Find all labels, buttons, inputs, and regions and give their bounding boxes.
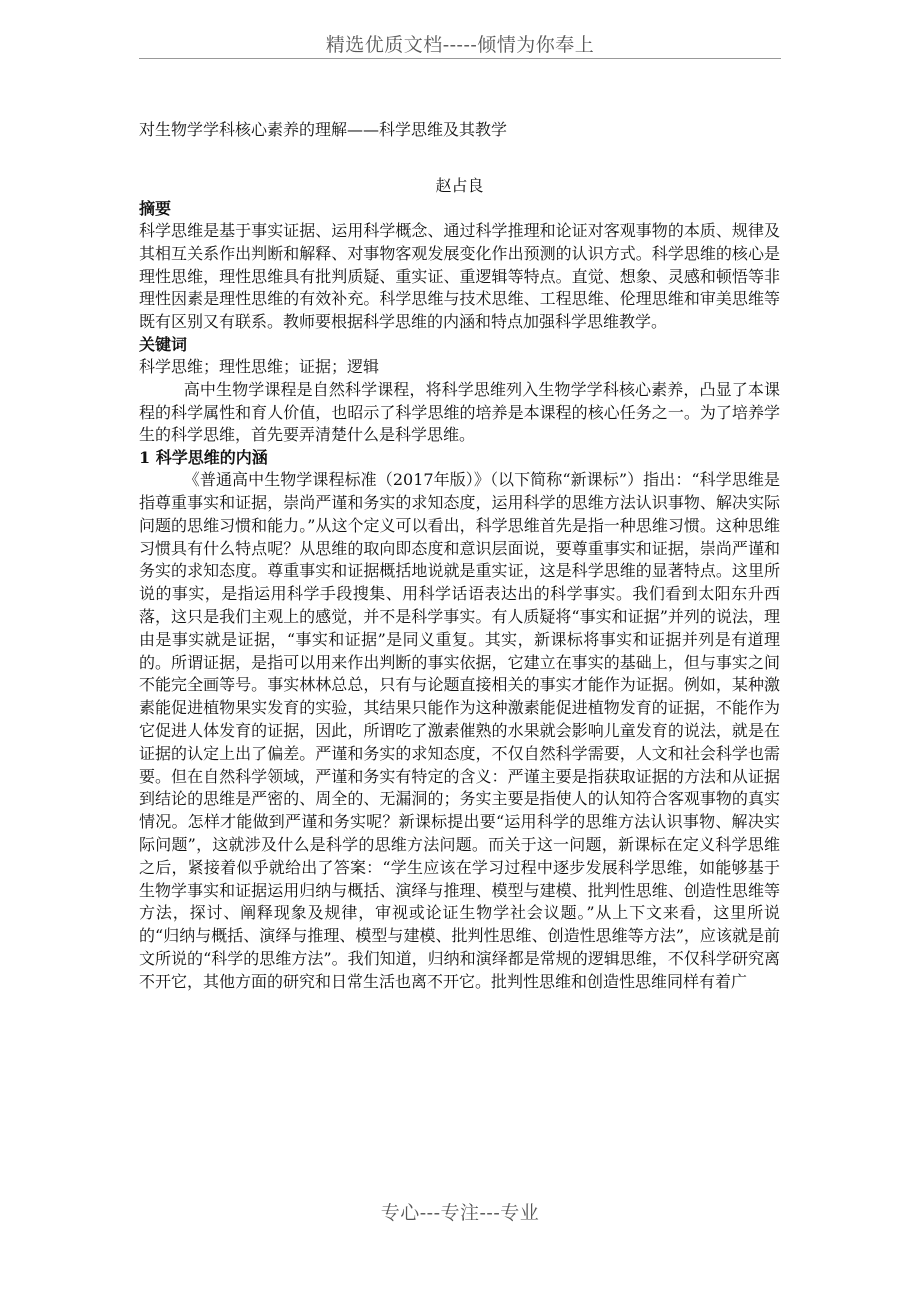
keywords-text: 科学思维；理性思维；证据；逻辑 — [139, 356, 380, 376]
keywords-heading: 关键词 — [139, 334, 188, 354]
abstract-text: 科学思维是基于事实证据、运用科学概念、通过科学推理和论证对客观事物的本质、规律及其相互关系作出判断和解释、对事物客观发展变化作出预测的认识方式。科学思维的核心是理性思维，理性思维具有批判质疑、重实证、重逻辑等特点。直觉、想象、灵感和顿悟等非理性因素是理性思维的有效补充。科学思维与技术思维、工程思维、伦理思维和审美思维等既有区别又有联系。教师要根据科学思维的内涵和特点加强科学思维教学。 — [139, 221, 780, 332]
page-footer: 专心---专注---专业 — [380, 1202, 540, 1224]
header-divider — [139, 58, 781, 59]
page-header: 精选优质文档-----倾情为你奉上 — [325, 34, 595, 56]
section-1-paragraph: 《普通高中生物学课程标准（2017年版）》（以下简称“新课标”）指出：“科学思维是指尊重事实和证据，崇尚严谨和务实的求知态度，运用科学的思维方法认识事物、解决实际问题的思维习惯和能力。”从这个定义可以看出，科学思维首先是指一种思维习惯。这种思维习惯具有什么特点呢？从思维的取向即态度和意识层面说，要尊重事实和证据，崇尚严谨和务实的求知态度。尊重事实和证据概括地说就是重实证，这是科学思维的显著特点。这里所说的事实，是指运用科学手段搜集、用科学话语表达出的科学事实。我们看到太阳东升西落，这只是我们主观上的感觉，并不是科学事实。有人质疑将“事实和证据”并列的说法，理由是事实就是证据，“事实和证据”是同义重复。其实，新课标将事实和证据并列是有道理的。所谓证据，是指可以用来作出判断的事实依据，它建立在事实的基础上，但与事实之间不能完全画等号。事实林林总总，只有与论题直接相关的事实才能作为证据。例如，某种激素能促进植物果实发育的实验，其结果只能作为这种激素能促进植物发育的证据，不能作为它促进人体发育的证据，因此，所谓吃了激素催熟的水果就会影响儿童发育的说法，就是在证据的认定上出了偏差。严谨和务实的求知态度，不仅自然科学需要，人文和社会科学也需要。但在自然科学领域，严谨和务实有特定的含义：严谨主要是指获取证据的方法和从证据到结论的思维是严密的、周全的、无漏洞的；务实主要是指使人的认知符合客观事物的真实情况。怎样才能做到严谨和务实呢？新课标提出要“运用科学的思维方法认识事物、解决实际问题”，这就涉及什么是科学的思维方法问题。而关于这一问题，新课标在定义科学思维之后，紧接着似乎就给出了答案：“学生应该在学习过程中逐步发展科学思维，如能够基于生物学事实和证据运用归纳与概括、演绎与推理、模型与建模、批判性思维、创造性思维等方法，探讨、阐释现象及规律，审视或论证生物学社会议题。”从上下文来看，这里所说的“归纳与概括、演绎与推理、模型与建模、批判性思维、创造性思维等方法”，应该就是前文所说的“科学的思维方法”。我们知道，归纳和演绎都是常规的逻辑思维，不仅科学研究离不开它，其他方面的研究和日常生活也离不开它。批判性思维和创造性思维同样有着广 — [139, 470, 780, 991]
abstract-heading: 摘要 — [139, 199, 172, 218]
section-1-heading: 1 科学思维的内涵 — [139, 448, 268, 468]
intro-paragraph: 高中生物学课程是自然科学课程，将科学思维列入生物学学科核心素养，凸显了本课程的科学属性和育人价值，也昭示了科学思维的培养是本课程的核心任务之一。为了培养学生的科学思维，首先要弄清楚什么是科学思维。 — [139, 379, 780, 445]
document-title: 对生物学学科核心素养的理解——科学思维及其教学 — [139, 120, 508, 139]
document-body — [139, 118, 780, 994]
author-name: 赵占良 — [435, 176, 484, 195]
